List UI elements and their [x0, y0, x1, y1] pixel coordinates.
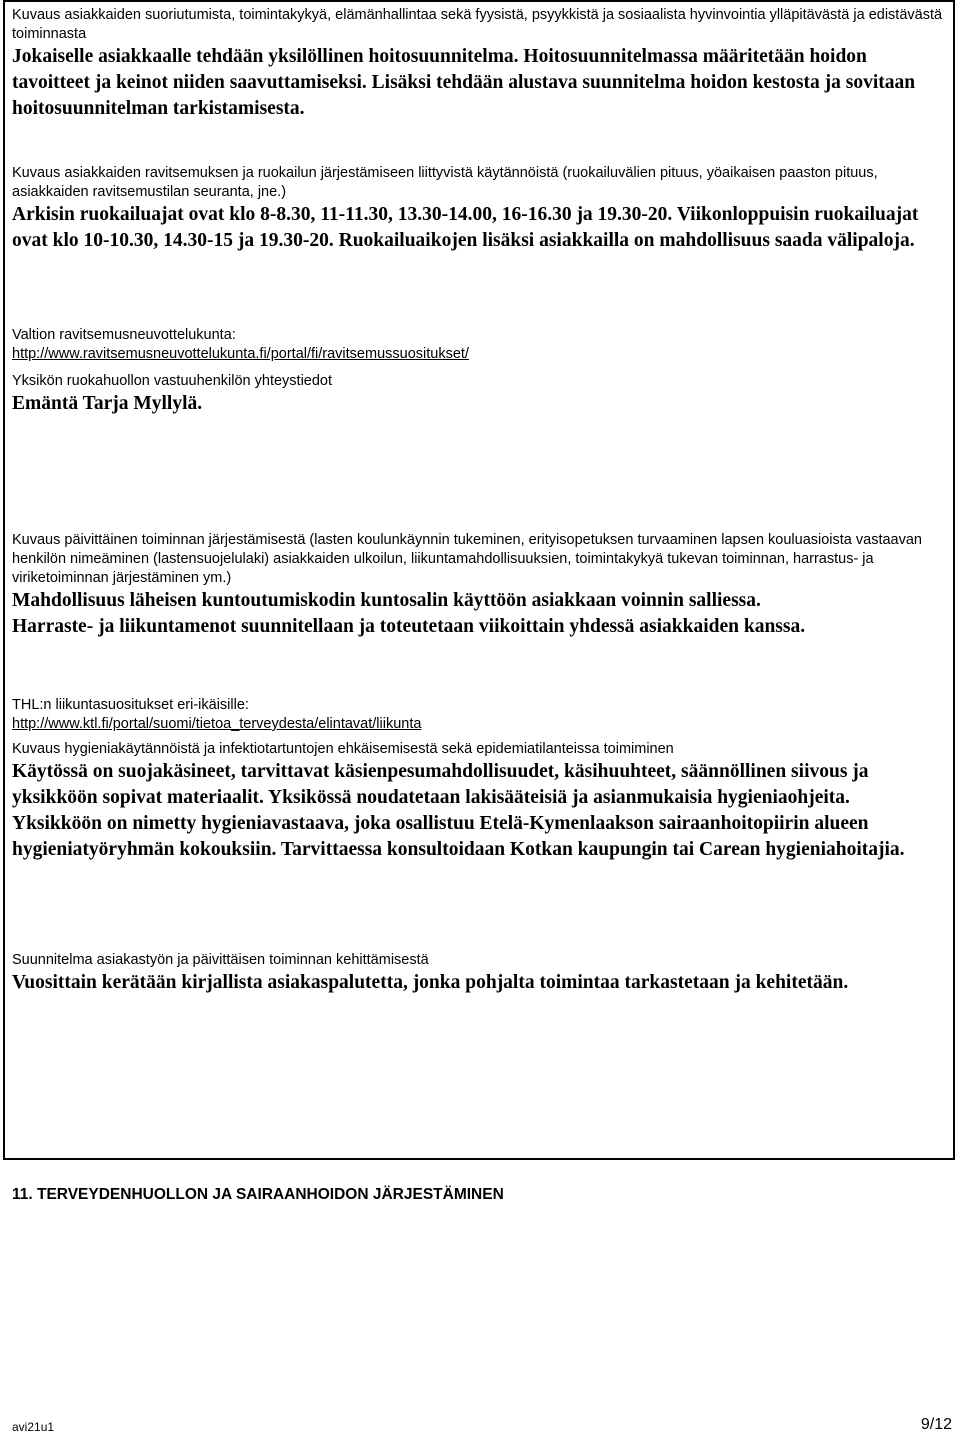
activity-body: Jokaiselle asiakkaalle tehdään yksilöllinen hoitosuunnitelma. Hoitosuunnitelmassa määritetään hoidon tavoitteet ja keinot niiden saavuttamiseksi. Lisäksi tehdään alustava suunnitelma hoidon kestosta ja sovitaan hoitosuunnitelman tarkistamisesta.	[12, 46, 916, 119]
section-daily-activities	[12, 531, 944, 640]
section-heading-11: 11. TERVEYDENHUOLLON JA SAIRAANHOIDON JÄRJESTÄMINEN	[12, 1186, 504, 1203]
nutrition-ref-link[interactable]: http://www.ravitsemusneuvottelukunta.fi/portal/fi/ravitsemussuositukset/	[12, 346, 469, 362]
exercise-ref-label: THL:n liikuntasuositukset eri-ikäisille:	[12, 697, 249, 713]
food-contact-label: Yksikön ruokahuollon vastuuhenkilön yhteystiedot	[12, 373, 333, 389]
food-contact-body: Emäntä Tarja Myllylä.	[12, 393, 203, 414]
page-number: 9/12	[920, 1416, 952, 1433]
section-nutrition	[12, 164, 944, 254]
development-label: Suunnitelma asiakastyön ja päivittäisen toiminnan kehittämisestä	[12, 952, 429, 968]
section-activity	[12, 6, 944, 122]
daily-body-2: Harraste- ja liikuntamenot suunnitellaan ja toteutetaan viikoittain yhdessä asiakkaiden kanssa.	[12, 616, 806, 637]
nutrition-label: Kuvaus asiakkaiden ravitsemuksen ja ruokailun järjestämiseen liittyvistä käytännöistä (ruokailuvälien pituus, yöaikaisen paaston pituus, asiakkaiden ravitsemustilan seuranta, jne.)	[12, 165, 878, 200]
nutrition-body: Arkisin ruokailuajat ovat klo 8-8.30, 11-11.30, 13.30-14.00, 16-16.30 ja 19.30-20. Viikonloppuisin ruokailuajat ovat klo 10-10.30, 14.30-15 ja 19.30-20. Ruokailuaikojen lisäksi asiakkailla on mahdollisuus saada välipaloja.	[12, 204, 919, 251]
section-development	[12, 951, 944, 996]
daily-body-1: Mahdollisuus läheisen kuntoutumiskodin kuntosalin käyttöön asiakkaan voinnin salliessa.	[12, 590, 761, 611]
section-nutrition-refs	[12, 326, 944, 417]
document-code: avi21u1	[12, 1420, 55, 1434]
section-hygiene	[12, 696, 944, 863]
exercise-ref-link[interactable]: http://www.ktl.fi/portal/suomi/tietoa_terveydesta/elintavat/liikunta	[12, 716, 422, 732]
development-body: Vuosittain kerätään kirjallista asiakaspalutetta, jonka pohjalta toimintaa tarkastetaan ja kehitetään.	[12, 972, 849, 993]
nutrition-ref-label: Valtion ravitsemusneuvottelukunta:	[12, 327, 236, 343]
hygiene-body: Käytössä on suojakäsineet, tarvittavat käsienpesumahdollisuudet, käsihuuhteet, säännöllinen siivous ja yksikköön sopivat materiaalit. Yksikössä noudatetaan lakisääteisiä ja asianmukaisia hygieniaohjeita. Yksikköön on nimetty hygieniavastaava, joka osallistuu Etelä-Kymenlaakson sairaanhoitopiirin alueen hygieniatyöryhmän kokouksiin. Tarvittaessa konsultoidaan Kotkan kaupungin tai Carean hygieniahoitajia.	[12, 761, 905, 860]
activity-label: Kuvaus asiakkaiden suoriutumista, toimintakykyä, elämänhallintaa sekä fyysistä, psyykkistä ja sosiaalista hyvinvointia ylläpitävästä ja edistävästä toiminnasta	[12, 7, 943, 42]
hygiene-label: Kuvaus hygieniakäytännöistä ja infektiotartuntojen ehkäisemisestä sekä epidemiatilanteissa toimiminen	[12, 741, 674, 757]
daily-label: Kuvaus päivittäinen toiminnan järjestämisestä (lasten koulunkäynnin tukeminen, erityisopetuksen turvaaminen lapsen kouluasioista vastaavan henkilön nimeäminen (lastensuojelulaki) asiakkaiden ulkoilun, liikuntamahdollisuuksien, toimintakykyä tukevan toiminnan, harrastus- ja viriketoiminnan järjestäminen ym.)	[12, 532, 922, 586]
